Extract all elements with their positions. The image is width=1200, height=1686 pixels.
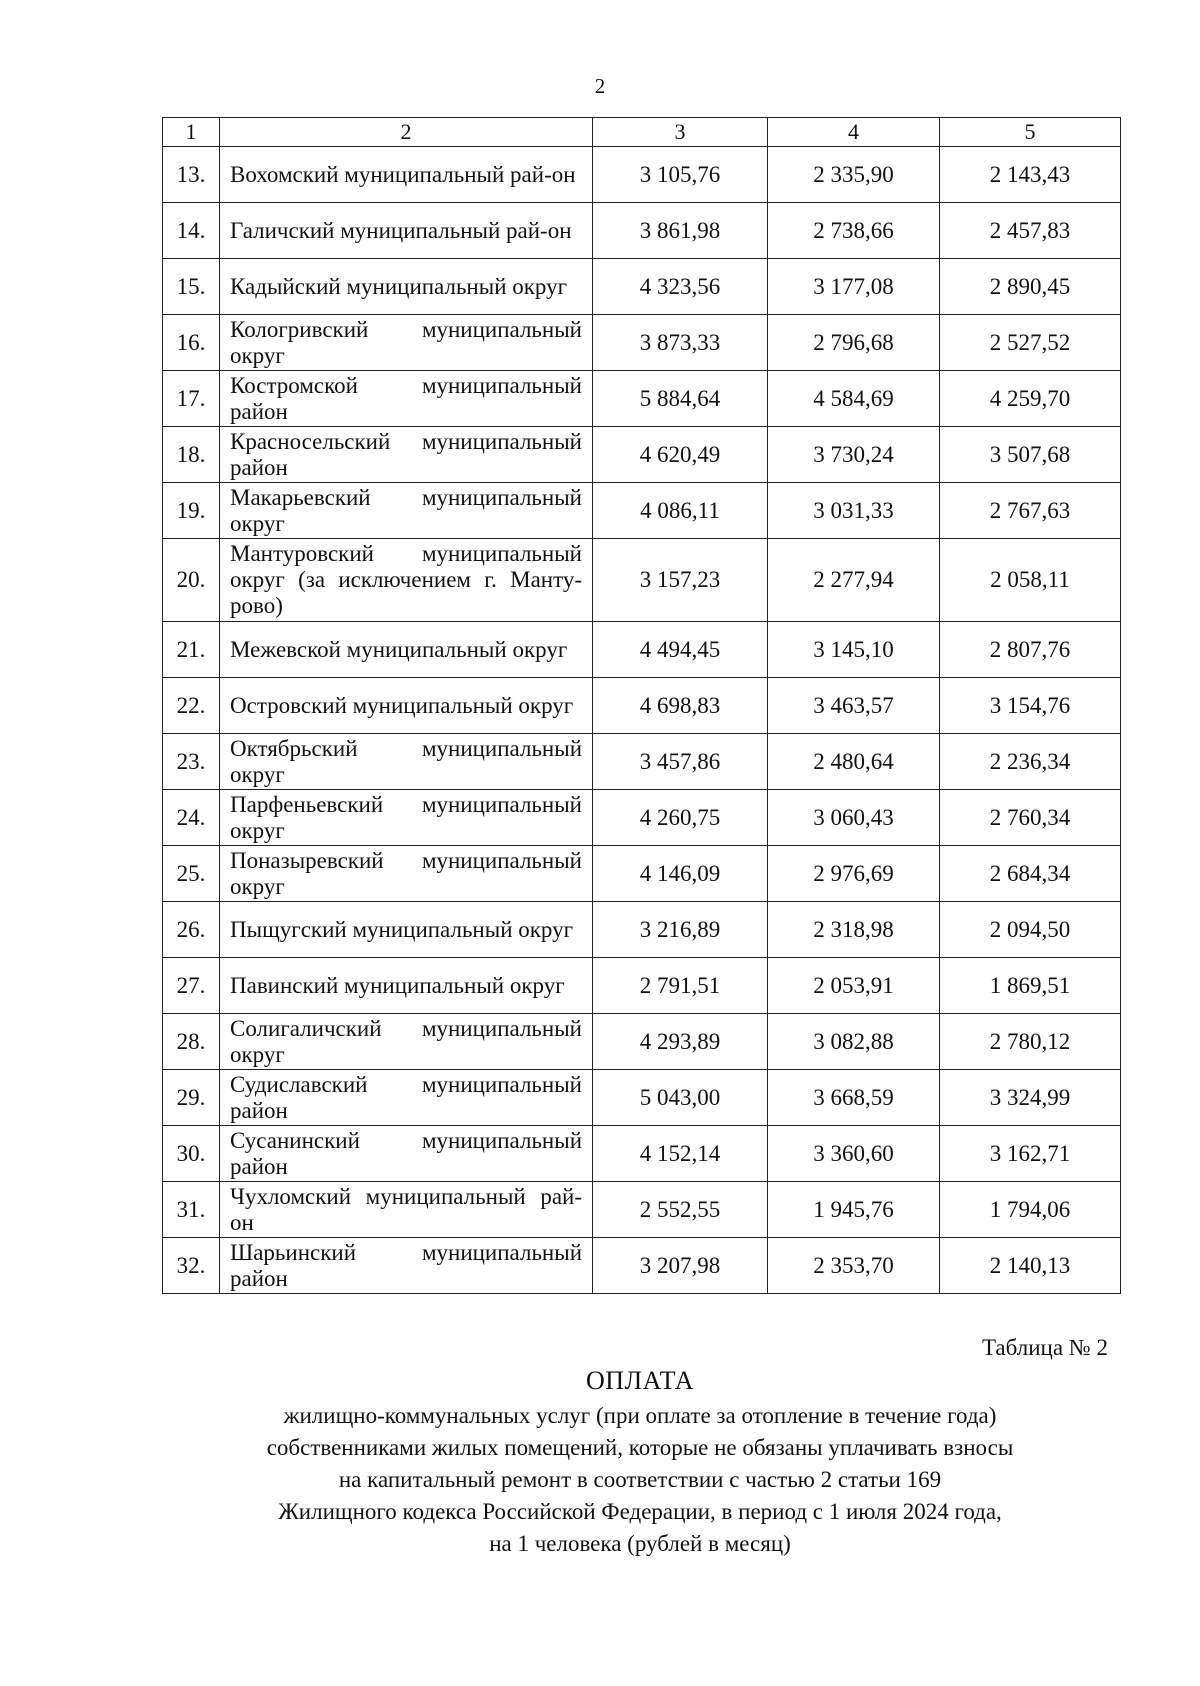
row-number-cell: 32.: [163, 1238, 220, 1294]
tariff-table: [162, 117, 1121, 1294]
row-number-cell: 14.: [163, 203, 220, 259]
table-row: [163, 678, 1121, 734]
table-row: [163, 1238, 1121, 1294]
section-subtitle: [190, 1400, 1090, 1560]
value-col3-cell: 3 105,76: [593, 147, 768, 203]
row-number-cell: 27.: [163, 958, 220, 1014]
value-col3-cell: 4 620,49: [593, 427, 768, 483]
value-col4-cell: 3 730,24: [768, 427, 940, 483]
value-col5-cell: 2 780,12: [940, 1014, 1121, 1070]
municipality-name-cell: Островский муниципальный округ: [220, 678, 593, 734]
municipality-name-cell: Красносельский муниципальный район: [220, 427, 593, 483]
table-row: [163, 958, 1121, 1014]
municipality-name-cell: Судиславский муниципальный район: [220, 1070, 593, 1126]
value-col5-cell: 2 058,11: [940, 539, 1121, 622]
value-col4-cell: 2 353,70: [768, 1238, 940, 1294]
value-col4-cell: 3 145,10: [768, 622, 940, 678]
row-number-cell: 25.: [163, 846, 220, 902]
value-col3-cell: 3 157,23: [593, 539, 768, 622]
table-row: [163, 483, 1121, 539]
municipality-name-cell: Сусанинский муниципальный район: [220, 1126, 593, 1182]
value-col5-cell: 2 767,63: [940, 483, 1121, 539]
row-number-cell: 24.: [163, 790, 220, 846]
row-number-cell: 31.: [163, 1182, 220, 1238]
municipality-name-cell: Макарьевский муниципальный округ: [220, 483, 593, 539]
value-col5-cell: 3 324,99: [940, 1070, 1121, 1126]
municipality-name-cell: Костромской муниципальный район: [220, 371, 593, 427]
value-col4-cell: 3 031,33: [768, 483, 940, 539]
municipality-name-cell: Пыщугский муниципальный округ: [220, 902, 593, 958]
row-number-cell: 20.: [163, 539, 220, 622]
value-col4-cell: 2 976,69: [768, 846, 940, 902]
municipality-name-cell: Парфеньевский муниципальный округ: [220, 790, 593, 846]
value-col3-cell: 4 260,75: [593, 790, 768, 846]
value-col3-cell: 2 552,55: [593, 1182, 768, 1238]
table-header-row: [163, 118, 1121, 147]
subtitle-line: собственниками жилых помещений, которые не обязаны уплачивать взносы: [266, 1435, 1014, 1460]
header-cell: 3: [593, 118, 768, 147]
table-row: [163, 315, 1121, 371]
header-cell: 4: [768, 118, 940, 147]
value-col4-cell: 2 480,64: [768, 734, 940, 790]
row-number-cell: 18.: [163, 427, 220, 483]
table-row: [163, 1070, 1121, 1126]
header-cell: 5: [940, 118, 1121, 147]
table-row: [163, 1126, 1121, 1182]
municipality-name-cell: Чухломский муниципальный рай-он: [220, 1182, 593, 1238]
value-col5-cell: 2 094,50: [940, 902, 1121, 958]
row-number-cell: 30.: [163, 1126, 220, 1182]
value-col4-cell: 3 082,88: [768, 1014, 940, 1070]
value-col3-cell: 4 293,89: [593, 1014, 768, 1070]
municipality-name-cell: Вохомский муниципальный рай-он: [220, 147, 593, 203]
row-number-cell: 26.: [163, 902, 220, 958]
row-number-cell: 13.: [163, 147, 220, 203]
value-col3-cell: 4 494,45: [593, 622, 768, 678]
table-row: [163, 1014, 1121, 1070]
table-caption: Таблица № 2: [981, 1335, 1108, 1360]
value-col3-cell: 4 086,11: [593, 483, 768, 539]
table-row: [163, 259, 1121, 315]
value-col3-cell: 3 207,98: [593, 1238, 768, 1294]
subtitle-line: жилищно-коммунальных услуг (при оплате за отопление в течение года): [283, 1403, 997, 1428]
municipality-name-cell: Октябрьский муниципальный округ: [220, 734, 593, 790]
value-col4-cell: 3 177,08: [768, 259, 940, 315]
value-col4-cell: 2 053,91: [768, 958, 940, 1014]
municipality-name-cell: Кологривский муниципальный округ: [220, 315, 593, 371]
value-col4-cell: 3 360,60: [768, 1126, 940, 1182]
value-col4-cell: 3 463,57: [768, 678, 940, 734]
value-col4-cell: 2 335,90: [768, 147, 940, 203]
value-col5-cell: 2 890,45: [940, 259, 1121, 315]
value-col5-cell: 3 162,71: [940, 1126, 1121, 1182]
row-number-cell: 17.: [163, 371, 220, 427]
value-col4-cell: 2 318,98: [768, 902, 940, 958]
header-cell: 2: [220, 118, 593, 147]
value-col5-cell: 2 807,76: [940, 622, 1121, 678]
value-col5-cell: 1 869,51: [940, 958, 1121, 1014]
table-row: [163, 1182, 1121, 1238]
value-col5-cell: 2 140,13: [940, 1238, 1121, 1294]
municipality-name-cell: Галичский муниципальный рай-он: [220, 203, 593, 259]
value-col3-cell: 5 884,64: [593, 371, 768, 427]
value-col5-cell: 2 457,83: [940, 203, 1121, 259]
value-col3-cell: 3 861,98: [593, 203, 768, 259]
subtitle-line: на 1 человека (рублей в месяц): [489, 1531, 791, 1556]
row-number-cell: 16.: [163, 315, 220, 371]
municipality-name-cell: Павинский муниципальный округ: [220, 958, 593, 1014]
table-row: [163, 846, 1121, 902]
value-col3-cell: 4 698,83: [593, 678, 768, 734]
value-col5-cell: 1 794,06: [940, 1182, 1121, 1238]
value-col3-cell: 4 152,14: [593, 1126, 768, 1182]
value-col3-cell: 3 457,86: [593, 734, 768, 790]
table-row: [163, 734, 1121, 790]
value-col4-cell: 2 796,68: [768, 315, 940, 371]
page-number: 2: [594, 74, 606, 98]
value-col3-cell: 5 043,00: [593, 1070, 768, 1126]
table-row: [163, 539, 1121, 622]
value-col4-cell: 1 945,76: [768, 1182, 940, 1238]
table-row: [163, 790, 1121, 846]
value-col3-cell: 2 791,51: [593, 958, 768, 1014]
row-number-cell: 19.: [163, 483, 220, 539]
value-col3-cell: 4 323,56: [593, 259, 768, 315]
table-row: [163, 622, 1121, 678]
row-number-cell: 21.: [163, 622, 220, 678]
row-number-cell: 23.: [163, 734, 220, 790]
table-row: [163, 371, 1121, 427]
municipality-name-cell: Солигаличский муниципальный округ: [220, 1014, 593, 1070]
row-number-cell: 28.: [163, 1014, 220, 1070]
row-number-cell: 15.: [163, 259, 220, 315]
value-col5-cell: 3 507,68: [940, 427, 1121, 483]
value-col5-cell: 2 527,52: [940, 315, 1121, 371]
value-col3-cell: 3 216,89: [593, 902, 768, 958]
value-col4-cell: 2 277,94: [768, 539, 940, 622]
municipality-name-cell: Кадыйский муниципальный округ: [220, 259, 593, 315]
subtitle-line: Жилищного кодекса Российской Федерации, в период с 1 июля 2024 года,: [278, 1499, 1002, 1524]
value-col3-cell: 3 873,33: [593, 315, 768, 371]
value-col5-cell: 4 259,70: [940, 371, 1121, 427]
value-col5-cell: 2 684,34: [940, 846, 1121, 902]
table-row: [163, 147, 1121, 203]
municipality-name-cell: Межевской муниципальный округ: [220, 622, 593, 678]
value-col3-cell: 4 146,09: [593, 846, 768, 902]
municipality-name-cell: Шарьинский муниципальный район: [220, 1238, 593, 1294]
value-col5-cell: 3 154,76: [940, 678, 1121, 734]
table-row: [163, 203, 1121, 259]
value-col5-cell: 2 236,34: [940, 734, 1121, 790]
table-row: [163, 902, 1121, 958]
section-title: ОПЛАТА: [585, 1366, 695, 1395]
value-col5-cell: 2 143,43: [940, 147, 1121, 203]
row-number-cell: 22.: [163, 678, 220, 734]
value-col5-cell: 2 760,34: [940, 790, 1121, 846]
value-col4-cell: 2 738,66: [768, 203, 940, 259]
value-col4-cell: 3 668,59: [768, 1070, 940, 1126]
row-number-cell: 29.: [163, 1070, 220, 1126]
municipality-name-cell: Мантуровский муниципальный округ (за исключением г. Манту-рово): [220, 539, 593, 622]
subtitle-line: на капитальный ремонт в соответствии с частью 2 статьи 169: [338, 1467, 942, 1492]
value-col4-cell: 4 584,69: [768, 371, 940, 427]
header-cell: 1: [163, 118, 220, 147]
municipality-name-cell: Поназыревский муниципальный округ: [220, 846, 593, 902]
table-row: [163, 427, 1121, 483]
value-col4-cell: 3 060,43: [768, 790, 940, 846]
